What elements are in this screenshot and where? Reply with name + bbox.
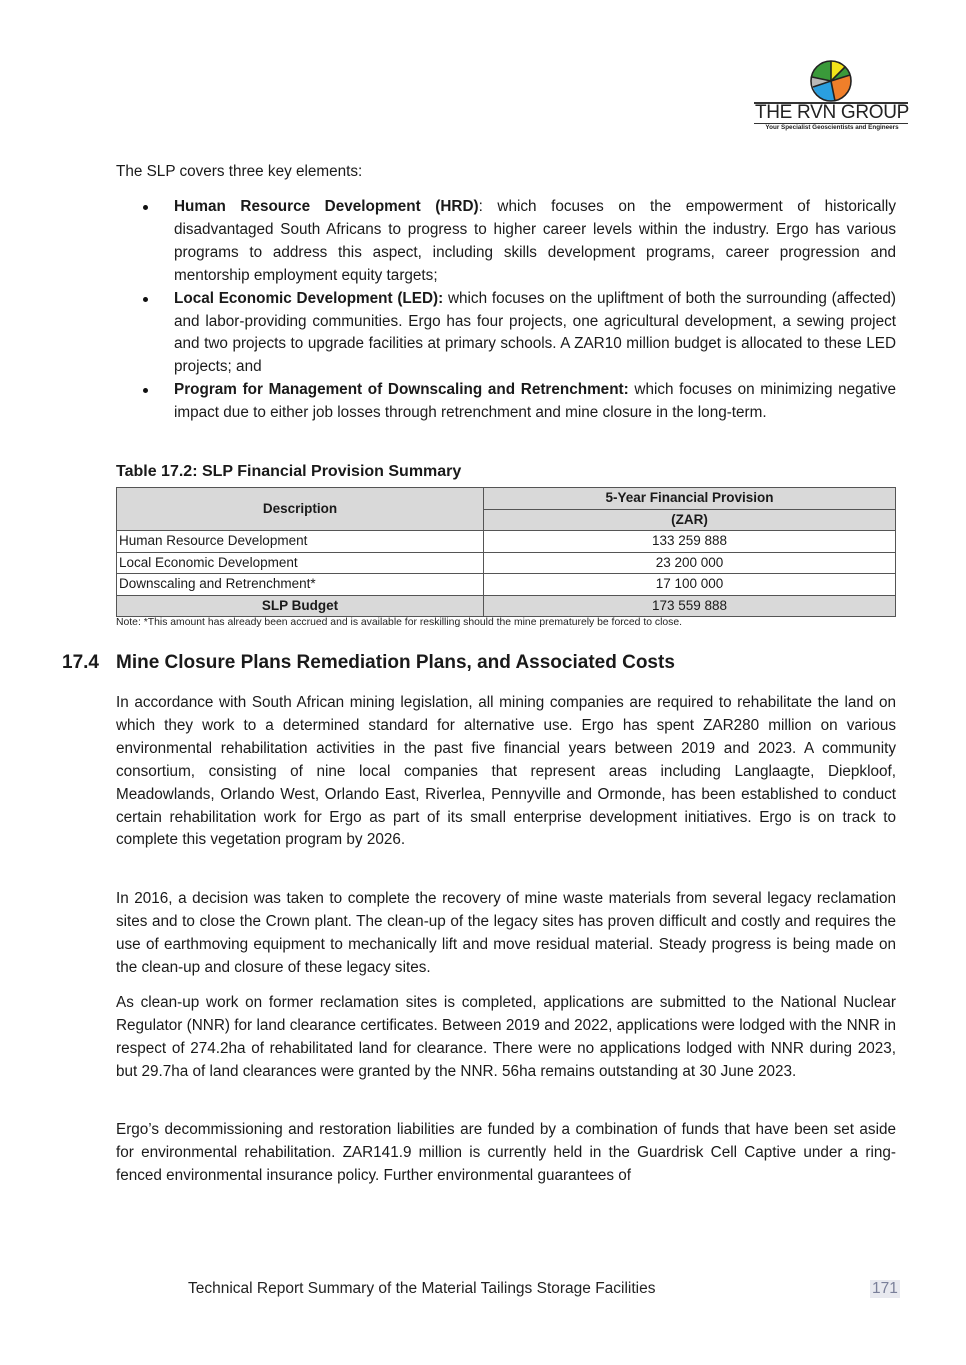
pie-logo-icon <box>810 60 852 102</box>
table-note: Note: *This amount has already been accrued and is available for reskilling should the mine prematurely be forced to close. <box>116 617 683 628</box>
header-unit: (ZAR) <box>484 509 896 531</box>
row-description: Local Economic Development <box>117 552 484 574</box>
bullet-text: : which focuses on the empowerment of historically disadvantaged South Africans to progress to higher career levels within the industry. Ergo has various programs to address this aspect, including skills development programs, career progression and mentorship employment equity targets; <box>174 198 896 284</box>
bullet-term: Local Economic Development (LED): <box>174 289 444 307</box>
bullet-icon <box>143 388 148 393</box>
table-row <box>117 552 896 574</box>
bullet-icon <box>143 205 148 210</box>
bullet-term: Human Resource Development (HRD) <box>174 198 479 215</box>
logo-name: THE RVN GROUP <box>754 102 910 123</box>
header-description: Description <box>117 488 484 531</box>
paragraph: As clean-up work on former reclamation sites is completed, applications are submitted to the National Nuclear Regulator (NNR) for land clearance certificates. Between 2019 and 2022, applications were lodged with the NNR in respect of 274.2ha of rehabilitated land for clearance. There were no applications lodged with NNR during 2023, but 29.7ha of land clearances were granted by the NNR. 56ha remains outstanding at 30 June 2023. <box>116 994 896 1080</box>
paragraph: In accordance with South African mining legislation, all mining companies are required to rehabilitate the land on which they work to a determined standard for alternative use. Ergo has spent ZAR280 million on various environmental rehabilitation activities in the past five financial years between 2019 and 2023. A community consortium, consisting of nine local companies that represent areas including Langlaagte, Diepkloof, Meadowlands, Orlando West, Orlando East, Riverlea, Pennyville and Ormonde, has been established to conduct certain rehabilitation work for Ergo as part of its small enterprise development initiatives. Ergo is on track to complete this vegetation program by 2026. <box>116 694 896 849</box>
list-item <box>116 196 896 288</box>
table-total-row <box>117 595 896 617</box>
list-item <box>116 379 896 425</box>
intro-text: The SLP covers three key elements: <box>116 163 363 180</box>
row-value: 17 100 000 <box>484 574 896 596</box>
bullet-text: which focuses on minimizing negative impact due to either job losses through retrenchment and mine closure in the long-term. <box>174 381 896 422</box>
section-heading <box>62 652 675 674</box>
paragraph: In 2016, a decision was taken to complete the recovery of mine waste materials from several legacy reclamation sites and to close the Crown plant. The clean-up of the legacy sites has proven difficult and costly and requires the use of earthmoving equipment to mechanically lift and move residual material. Steady progress is being made on the clean-up and closure of these legacy sites. <box>116 890 896 976</box>
slp-elements-list <box>116 196 896 425</box>
total-value: 173 559 888 <box>484 595 896 617</box>
paragraph: Ergo’s decommissioning and restoration liabilities are funded by a combination of funds that have been set aside for environmental rehabilitation. ZAR141.9 million is currently held in the Guardrisk Cell Captive under a ring-fenced environmental insurance policy. Further environmental guarantees of <box>116 1121 896 1184</box>
company-logo <box>752 58 912 136</box>
header-provision: 5-Year Financial Provision <box>484 488 896 510</box>
bullet-term: Program for Management of Downscaling and Retrenchment: <box>174 381 629 399</box>
section-number: 17.4 <box>62 652 99 673</box>
table-row <box>117 574 896 596</box>
footer-title: Technical Report Summary of the Material Tailings Storage Facilities <box>188 1280 656 1297</box>
table-row <box>117 531 896 553</box>
list-item <box>116 288 896 380</box>
total-label: SLP Budget <box>117 595 484 617</box>
row-value: 23 200 000 <box>484 552 896 574</box>
logo-tagline: Your Specialist Geoscientists and Engineers <box>765 124 899 131</box>
row-description: Downscaling and Retrenchment* <box>117 574 484 596</box>
row-description: Human Resource Development <box>117 531 484 553</box>
page-number: 171 <box>872 1280 898 1297</box>
section-title: Mine Closure Plans Remediation Plans, and Associated Costs <box>116 652 675 673</box>
table-caption: Table 17.2: SLP Financial Provision Summary <box>116 463 462 480</box>
slp-financial-table <box>116 487 896 617</box>
bullet-text: which focuses on the upliftment of both the surrounding (affected) and labor-providing communities. Ergo has four projects, one agricultural development, a sewing project and two projects to upgrade facilities at primary schools. A ZAR10 million budget is allocated to these LED projects; and <box>174 289 896 376</box>
bullet-icon <box>143 297 148 302</box>
row-value: 133 259 888 <box>484 531 896 553</box>
